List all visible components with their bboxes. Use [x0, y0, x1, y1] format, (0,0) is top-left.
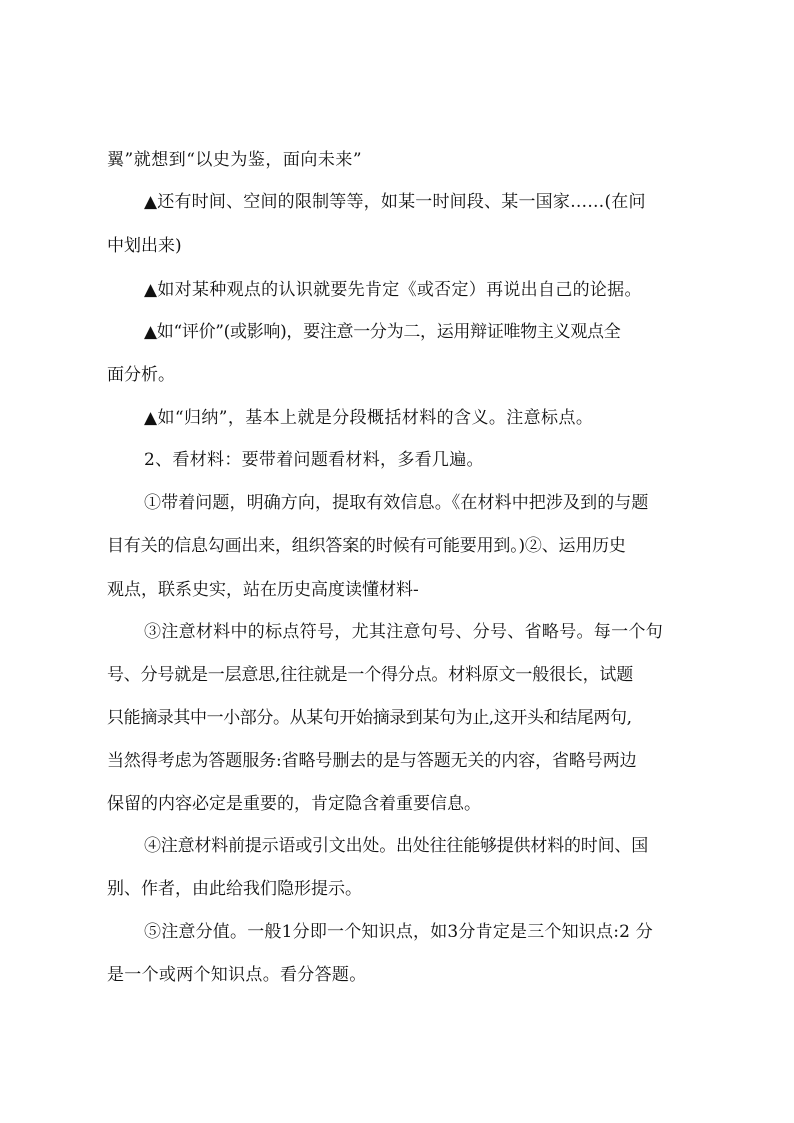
text-line: ▲如“归纳”，基本上就是分段概括材料的含义。注意标点。	[144, 408, 594, 428]
text-line: 当然得考虑为答题服务:省略号删去的是与答题无关的内容，省略号两边	[107, 751, 637, 771]
text-line: 翼”就想到“以史为鉴，面向未来”	[107, 150, 363, 170]
section-heading: 2、看材料：要带着问题看材料，多看几遍。	[144, 450, 484, 470]
text-line: ③注意材料中的标点符号，尤其注意句号、分号、省略号。每一个句	[144, 622, 663, 642]
text-line: 是一个或两个知识点。看分答题。	[107, 965, 367, 985]
text-line: ▲还有时间、空间的限制等等，如某一时间段、某一国家……(在问	[144, 192, 646, 212]
text-line: 只能摘录其中一小部分。从某句开始摘录到某句为止,这开头和结尾两句,	[107, 708, 632, 728]
text-line: 观点，联系史实，站在历史高度读懂材料-	[107, 580, 419, 600]
text-line: ①带着问题，明确方向，提取有效信息。《在材料中把涉及到的与题	[144, 493, 649, 513]
text-line: ▲如对某种观点的认识就要先肯定《或否定）再说出自己的论据。	[144, 280, 642, 300]
text-line: 别、作者，由此给我们隐形提示。	[107, 879, 362, 899]
text-line: 号、分号就是一层意思,往往就是一个得分点。材料原文一般很长，试题	[107, 665, 634, 685]
text-line: 面分析。	[107, 365, 175, 385]
text-line: ⑤注意分值。一般1分即一个知识点，如3分肯定是三个知识点:2 分	[144, 922, 653, 942]
text-line: ▲如“评价”(或影响)，要注意一分为二，运用辩证唯物主义观点全	[144, 322, 621, 342]
text-line: 保留的内容必定是重要的，肯定隐含着重要信息。	[107, 794, 481, 814]
text-line: 目有关的信息勾画出来，组织答案的时候有可能要用到。)②、运用历史	[107, 536, 626, 556]
text-line: ④注意材料前提示语或引文出处。出处往往能够提供材料的时间、国	[144, 836, 648, 856]
text-line: 中划出来)	[107, 236, 182, 256]
